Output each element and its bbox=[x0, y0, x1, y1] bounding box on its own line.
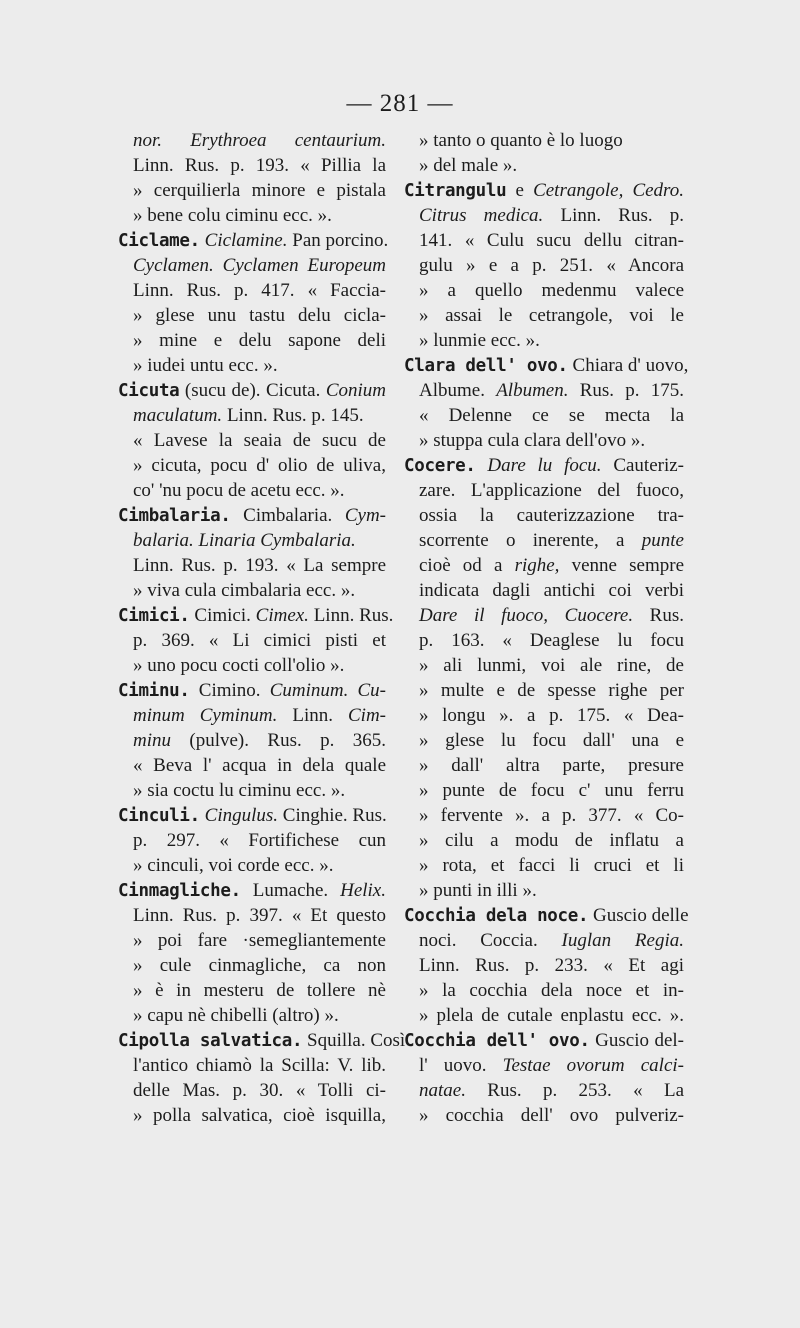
text-line bbox=[118, 1103, 386, 1128]
italic-term: Cetrangole, Cedro. bbox=[533, 180, 684, 201]
italic-term: nor. bbox=[133, 130, 191, 151]
entry-headword: Clara dell' ovo. bbox=[404, 356, 568, 376]
italic-term: Cuminum. Cu- bbox=[269, 680, 386, 701]
italic-term: balaria. Linaria Cymbalaria. bbox=[133, 530, 356, 551]
text-line bbox=[118, 478, 386, 503]
entry-headword: Cocchia dela noce. bbox=[404, 906, 589, 926]
text-line bbox=[404, 678, 684, 703]
entry-head-line bbox=[118, 803, 386, 828]
text-run: Linn. Rus. p. 233. « Et agi bbox=[419, 955, 684, 976]
text-line bbox=[118, 453, 386, 478]
italic-term: Helix. bbox=[340, 880, 386, 901]
entry-head-line bbox=[404, 453, 684, 478]
text-run: (sucu de). Cicuta. bbox=[179, 380, 326, 401]
text-run: » capu nè chibelli (altro) ». bbox=[133, 1005, 339, 1026]
text-run: » fervente ». a p. 377. « Co- bbox=[419, 805, 684, 826]
text-run: l'antico chiamò la Scilla: V. lib. bbox=[133, 1055, 386, 1076]
text-run: scorrente o inerente, a bbox=[419, 530, 642, 551]
text-line bbox=[404, 303, 684, 328]
italic-term: Cingulus. bbox=[204, 805, 279, 826]
text-line bbox=[118, 828, 386, 853]
text-run: Cauteriz- bbox=[601, 455, 684, 476]
text-run: Cimici. bbox=[189, 605, 256, 626]
text-run: Squilla. Così bbox=[302, 1030, 406, 1051]
italic-term: Citrus medica. bbox=[419, 205, 544, 226]
text-line bbox=[118, 853, 386, 878]
text-run: » punti in illi ». bbox=[419, 880, 537, 901]
text-run: » ali lunmi, voi ale rine, de bbox=[419, 655, 684, 676]
text-run: Cimino. bbox=[189, 680, 270, 701]
text-run: cioè od a bbox=[419, 555, 515, 576]
text-run: gulu » e a p. 251. « Ancora bbox=[419, 255, 684, 276]
entry-head-line bbox=[404, 1028, 684, 1053]
text-run: » multe e de spesse righe per bbox=[419, 680, 684, 701]
entry-headword: Ciminu. bbox=[118, 681, 190, 701]
text-run: noci. Coccia. bbox=[419, 930, 562, 951]
text-run: co' 'nu pocu de acetu ecc. ». bbox=[133, 480, 345, 501]
text-line bbox=[118, 278, 386, 303]
italic-term: Cyclamen. Cyclamen Europeum bbox=[133, 255, 386, 276]
text-run: » bene colu ciminu ecc. ». bbox=[133, 205, 332, 226]
text-line bbox=[404, 853, 684, 878]
italic-term: Cim- bbox=[348, 705, 386, 726]
text-run: » è in mesteru de tollere nè bbox=[133, 980, 386, 1001]
italic-term: natae. bbox=[419, 1080, 466, 1101]
text-line bbox=[118, 728, 386, 753]
text-line bbox=[404, 828, 684, 853]
text-run: e bbox=[506, 180, 534, 201]
text-run: » cocchia dell' ovo pulveriz- bbox=[419, 1105, 684, 1126]
italic-term: minu bbox=[133, 730, 171, 751]
text-run: Cinghie. Rus. bbox=[278, 805, 387, 826]
text-run: » cilu a modu de inflatu a bbox=[419, 830, 684, 851]
text-run: » punte de focu c' unu ferru bbox=[419, 780, 684, 801]
text-run: Linn. Rus. p. 397. « Et questo bbox=[133, 905, 386, 926]
text-run: Linn. Rus. p. 145. bbox=[222, 405, 364, 426]
text-line bbox=[118, 203, 386, 228]
text-run: l' uovo. bbox=[419, 1055, 503, 1076]
entry-headword: Cocchia dell' ovo. bbox=[404, 1031, 590, 1051]
text-run: » iudei untu ecc. ». bbox=[133, 355, 278, 376]
entry-head-line bbox=[118, 378, 386, 403]
text-line bbox=[404, 703, 684, 728]
text-run: Rus. p. 253. « La bbox=[465, 1080, 684, 1101]
text-run: » plela de cutale enplastu ecc. ». bbox=[419, 1005, 684, 1026]
entry-head-line bbox=[404, 178, 684, 203]
text-run: Guscio del- bbox=[589, 1030, 684, 1051]
text-line bbox=[118, 353, 386, 378]
text-run: Rus. p. 175. bbox=[568, 380, 684, 401]
text-line bbox=[118, 1053, 386, 1078]
entry-headword: Cicuta bbox=[118, 381, 180, 401]
text-run: » dall' altra parte, presure bbox=[419, 755, 684, 776]
text-run bbox=[476, 455, 488, 476]
entry-head-line bbox=[118, 503, 386, 528]
entry-head-line bbox=[118, 678, 386, 703]
text-line bbox=[118, 653, 386, 678]
text-line bbox=[404, 328, 684, 353]
text-run: « Delenne ce se mecta la bbox=[419, 405, 684, 426]
entry-head-line bbox=[118, 603, 394, 628]
text-run: ossia la cauterizzazione tra- bbox=[419, 505, 684, 526]
text-run: zare. L'applicazione del fuoco, bbox=[419, 480, 684, 501]
text-line bbox=[118, 253, 386, 278]
text-line bbox=[404, 628, 684, 653]
text-run: » rota, et facci li cruci et li bbox=[419, 855, 684, 876]
text-line bbox=[404, 553, 684, 578]
text-line bbox=[404, 928, 684, 953]
italic-term: Erythroea centaurium. bbox=[190, 130, 386, 151]
text-line bbox=[118, 1078, 386, 1103]
text-line bbox=[404, 153, 684, 178]
text-run: Chiara d' uovo, bbox=[567, 355, 689, 376]
text-line bbox=[118, 978, 386, 1003]
text-run: » viva cula cimbalaria ecc. ». bbox=[133, 580, 356, 601]
italic-term: Cym- bbox=[344, 505, 386, 526]
text-line bbox=[118, 578, 386, 603]
entry-headword: Cinmagliche. bbox=[118, 881, 241, 901]
text-line bbox=[118, 1003, 386, 1028]
text-line bbox=[118, 428, 386, 453]
text-run: Albume. bbox=[419, 380, 497, 401]
italic-term: minum Cyminum. bbox=[133, 705, 278, 726]
text-run: (pulve). Rus. p. 365. bbox=[171, 730, 386, 751]
text-run: » a quello medenmu valece bbox=[419, 280, 684, 301]
text-run: p. 369. « Li cimici pisti et bbox=[133, 630, 386, 651]
text-line bbox=[404, 503, 684, 528]
text-run: » longu ». a p. 175. « Dea- bbox=[419, 705, 684, 726]
text-run: » glese lu focu dall' una e bbox=[419, 730, 684, 751]
entry-head-line bbox=[118, 878, 386, 903]
italic-term: Cimex. bbox=[255, 605, 309, 626]
text-line bbox=[118, 528, 386, 553]
text-run: » cule cinmagliche, ca non bbox=[133, 955, 386, 976]
text-line bbox=[404, 203, 684, 228]
text-run: » stuppa cula clara dell'ovo ». bbox=[419, 430, 646, 451]
text-line bbox=[118, 753, 386, 778]
text-line bbox=[404, 603, 684, 628]
entry-headword: Cocere. bbox=[404, 456, 476, 476]
text-line bbox=[404, 778, 684, 803]
entry-headword: Citrangulu bbox=[404, 181, 507, 201]
text-line bbox=[404, 1053, 684, 1078]
text-line bbox=[404, 1078, 684, 1103]
text-run: » mine e delu sapone deli bbox=[133, 330, 386, 351]
text-run: Linn. Rus. p. 193. « La sempre bbox=[133, 555, 386, 576]
text-run: Cimbalaria. bbox=[230, 505, 345, 526]
text-run: Linn. Rus. p. 193. « Pillia la bbox=[133, 155, 386, 176]
text-line bbox=[118, 328, 386, 353]
text-line bbox=[404, 528, 684, 553]
text-line bbox=[118, 553, 386, 578]
text-run: » la cocchia dela noce et in- bbox=[419, 980, 684, 1001]
page-number: — 281 — bbox=[346, 90, 454, 117]
text-line bbox=[404, 953, 684, 978]
italic-term: Testae ovorum calci- bbox=[502, 1055, 684, 1076]
text-line bbox=[118, 303, 386, 328]
text-run: » poi fare ·semegliantemente bbox=[133, 930, 386, 951]
text-run: 141. « Culu sucu dellu citran- bbox=[419, 230, 684, 251]
text-line bbox=[404, 578, 684, 603]
text-run: Linn. Rus. p. bbox=[543, 205, 685, 226]
italic-term: maculatum. bbox=[133, 405, 223, 426]
italic-term: Iuglan Regia. bbox=[561, 930, 684, 951]
text-run: « Lavese la seaia de sucu de bbox=[133, 430, 386, 451]
italic-term: punte bbox=[641, 530, 684, 551]
italic-term: Ciclamine. bbox=[204, 230, 288, 251]
text-line bbox=[118, 628, 386, 653]
text-line bbox=[404, 728, 684, 753]
text-line bbox=[404, 803, 684, 828]
text-run: venne sempre bbox=[559, 555, 685, 576]
italic-term: righe, bbox=[514, 555, 560, 576]
text-line bbox=[404, 278, 684, 303]
text-run: » cicuta, pocu d' olio de uliva, bbox=[133, 455, 386, 476]
text-run: Rus. bbox=[633, 605, 684, 626]
text-line bbox=[118, 403, 386, 428]
text-run: » assai le cetrangole, voi le bbox=[419, 305, 684, 326]
text-run: Linn. Rus. bbox=[308, 605, 394, 626]
text-line bbox=[118, 953, 386, 978]
right-column bbox=[404, 128, 689, 1128]
entry-head-line bbox=[404, 353, 689, 378]
text-run: » polla salvatica, cioè isquilla, bbox=[133, 1105, 386, 1126]
text-run: Lumache. bbox=[240, 880, 341, 901]
text-run: Linn. bbox=[277, 705, 348, 726]
text-line bbox=[118, 928, 386, 953]
text-line bbox=[404, 878, 684, 903]
text-line bbox=[118, 778, 386, 803]
text-line bbox=[118, 178, 386, 203]
text-line bbox=[404, 1003, 684, 1028]
text-line bbox=[404, 978, 684, 1003]
italic-term: Dare il fuoco, Cuocere. bbox=[419, 605, 634, 626]
text-run: Pan porcino. bbox=[287, 230, 389, 251]
text-run: indicata dagli antichi coi verbi bbox=[419, 580, 684, 601]
italic-term: Dare lu focu. bbox=[487, 455, 602, 476]
text-run: » uno pocu cocti coll'olio ». bbox=[133, 655, 345, 676]
text-run: » cinculi, voi corde ecc. ». bbox=[133, 855, 334, 876]
text-line bbox=[404, 1103, 684, 1128]
text-line bbox=[404, 753, 684, 778]
text-run: p. 297. « Fortifichese cun bbox=[133, 830, 386, 851]
text-run: » cerquilierla minore e pistala bbox=[133, 180, 386, 201]
text-line bbox=[118, 128, 386, 153]
text-run: Guscio delle bbox=[588, 905, 689, 926]
text-run: p. 163. « Deaglese lu focu bbox=[419, 630, 684, 651]
text-run: » tanto o quanto è lo luogo bbox=[419, 130, 623, 151]
text-line bbox=[404, 253, 684, 278]
text-line bbox=[118, 153, 386, 178]
text-run: « Beva l' acqua in dela quale bbox=[133, 755, 386, 776]
text-line bbox=[404, 478, 684, 503]
entry-headword: Cimbalaria. bbox=[118, 506, 231, 526]
text-line bbox=[404, 378, 684, 403]
text-run: » lunmie ecc. ». bbox=[419, 330, 540, 351]
entry-headword: Cinculi. bbox=[118, 806, 200, 826]
italic-term: Conium bbox=[325, 380, 386, 401]
entry-head-line bbox=[118, 228, 389, 253]
text-line bbox=[404, 653, 684, 678]
text-line bbox=[118, 903, 386, 928]
text-line bbox=[404, 228, 684, 253]
entry-headword: Ciclame. bbox=[118, 231, 200, 251]
entry-headword: Cipolla salvatica. bbox=[118, 1031, 303, 1051]
text-line bbox=[404, 428, 684, 453]
text-run: Linn. Rus. p. 417. « Faccia- bbox=[133, 280, 386, 301]
text-run: » glese unu tastu delu cicla- bbox=[133, 305, 386, 326]
entry-headword: Cimici. bbox=[118, 606, 190, 626]
left-column bbox=[118, 128, 406, 1128]
entry-head-line bbox=[404, 903, 689, 928]
italic-term: Albumen. bbox=[496, 380, 569, 401]
text-line bbox=[404, 403, 684, 428]
text-run: delle Mas. p. 30. « Tolli ci- bbox=[133, 1080, 386, 1101]
text-line bbox=[404, 128, 684, 153]
text-run: » del male ». bbox=[419, 155, 518, 176]
text-run: » sia coctu lu ciminu ecc. ». bbox=[133, 780, 346, 801]
entry-head-line bbox=[118, 1028, 406, 1053]
text-line bbox=[118, 703, 386, 728]
